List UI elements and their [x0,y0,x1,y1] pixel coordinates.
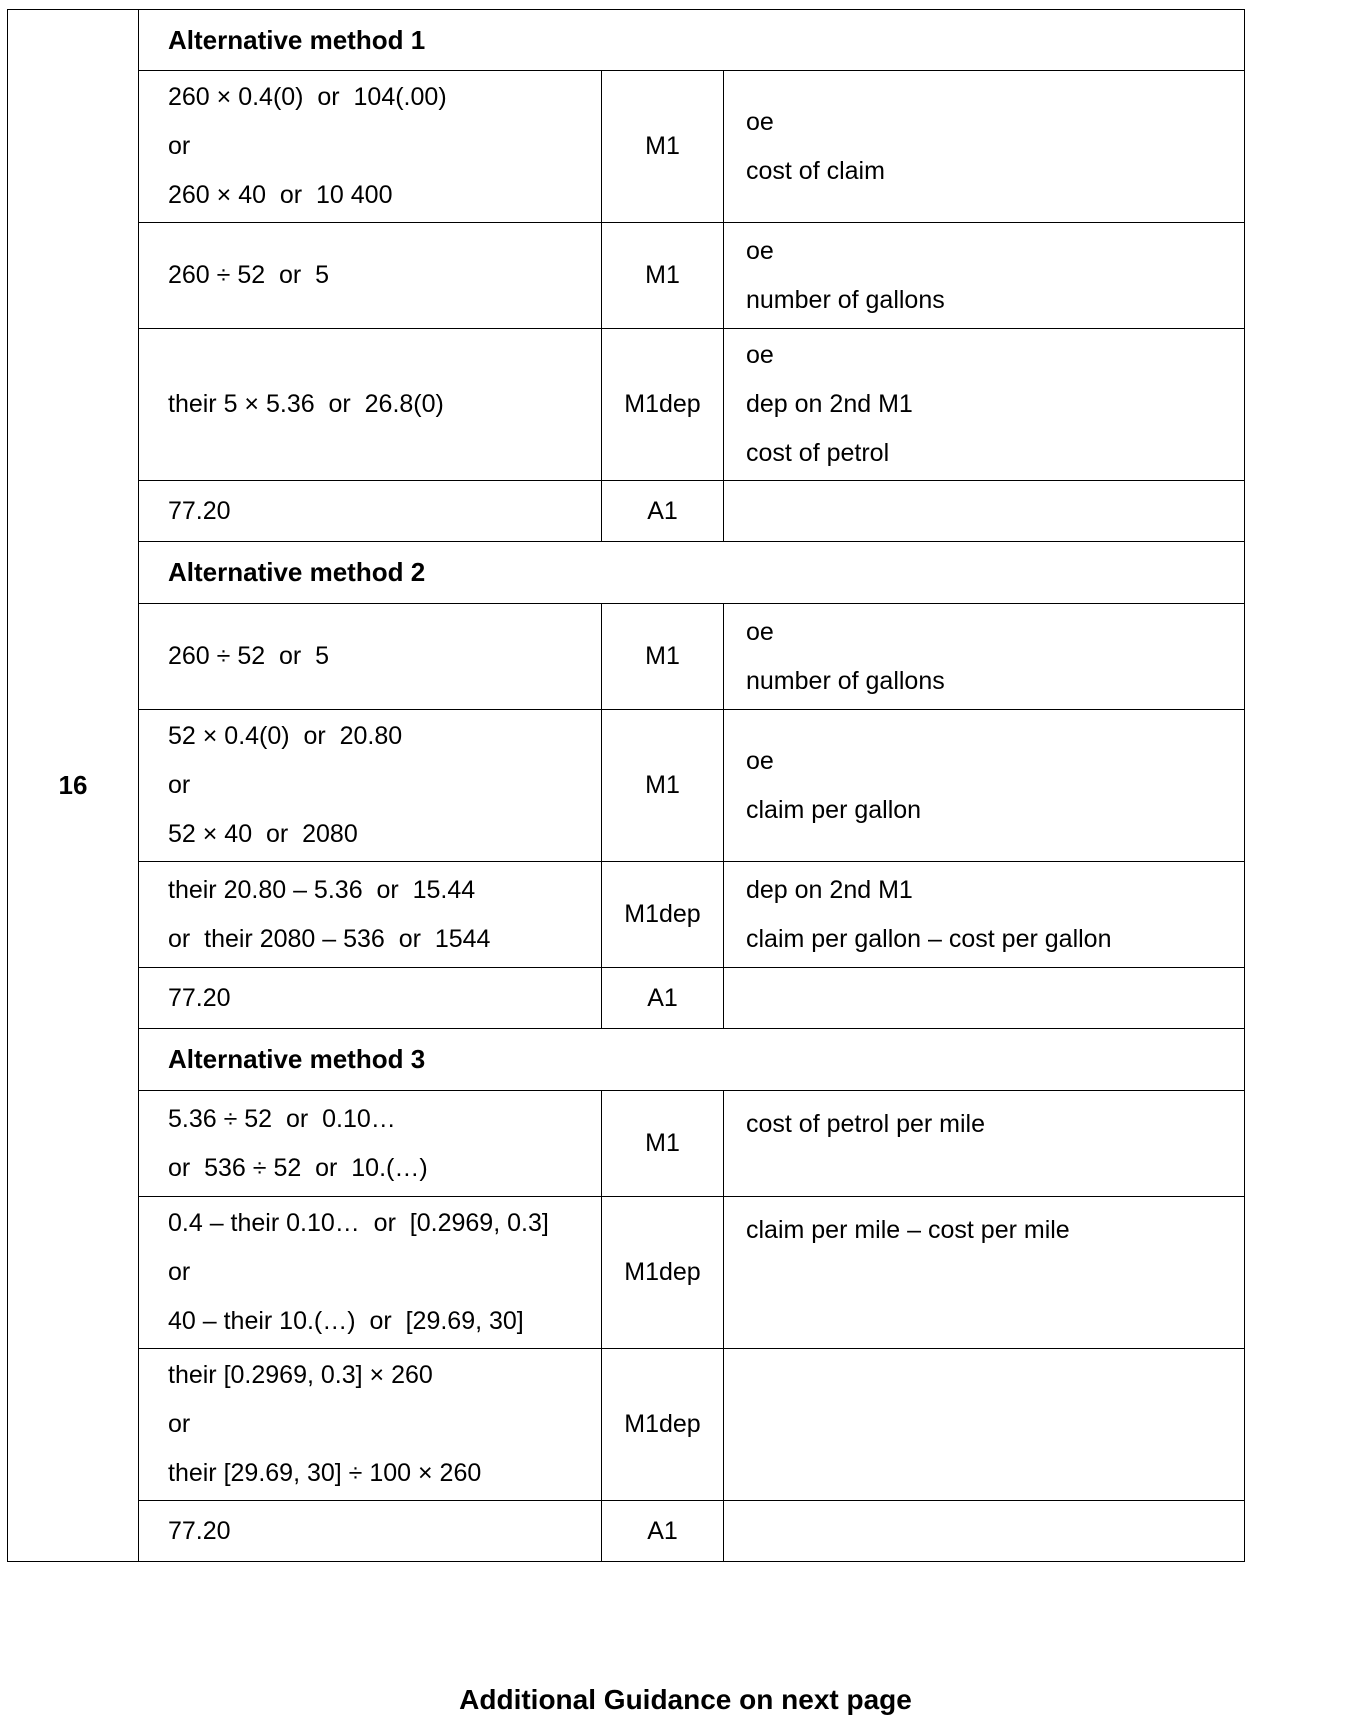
working-line: their 20.80 – 5.36 or 15.44 [168,875,476,904]
comments-cell [724,1349,1245,1501]
working-line: 77.20 [168,496,231,525]
working-line: or their 2080 – 536 or 1544 [168,924,491,953]
working-line: their 5 × 5.36 or 26.8(0) [168,390,444,418]
footer-note: Additional Guidance on next page [459,1684,912,1715]
comment-line: dep on 2nd M1 [746,390,913,418]
mark-cell: M1 [602,71,724,223]
comment-line: number of gallons [746,666,945,695]
comment-line: claim per gallon – cost per gallon [746,924,1112,953]
mark-cell: A1 [602,968,724,1029]
working-line: or [168,771,191,799]
comment-line: oe [746,617,774,646]
mark-cell: M1dep [602,1197,724,1349]
working-line: 260 × 0.4(0) or 104(.00) [168,83,447,111]
method-header: Alternative method 3 [139,1029,1245,1091]
working-cell [139,710,602,862]
working-line: 77.20 [168,983,231,1012]
working-cell [139,1349,602,1501]
working-cell [139,1091,602,1197]
working-cell [139,329,602,481]
working-cell [139,223,602,329]
working-line: 5.36 ÷ 52 or 0.10… [168,1104,396,1133]
comments-cell [724,1197,1245,1349]
mark-cell: M1 [602,604,724,710]
working-cell [139,968,602,1029]
comment-line: claim per mile – cost per mile [746,1216,1070,1244]
mark-cell: M1dep [602,1349,724,1501]
working-line: 0.4 – their 0.10… or [0.2969, 0.3] [168,1209,549,1237]
comment-line: cost of petrol per mile [746,1110,985,1138]
mark-scheme-table [7,9,1354,1692]
working-line: or [168,1410,191,1438]
comment-line: dep on 2nd M1 [746,875,913,904]
working-cell [139,71,602,223]
working-line: or 536 ÷ 52 or 10.(…) [168,1153,428,1182]
comments-cell [724,604,1245,710]
comment-line: cost of petrol [746,439,890,467]
comments-cell [724,223,1245,329]
working-line: 260 ÷ 52 or 5 [168,642,330,670]
comments-cell [724,329,1245,481]
working-line: 260 × 40 or 10 400 [168,181,393,209]
working-line: or [168,1258,191,1286]
working-line: their [0.2969, 0.3] × 260 [168,1361,433,1389]
comments-cell [724,862,1245,968]
working-line: 52 × 40 or 2080 [168,820,358,848]
working-cell [139,1501,602,1562]
comment-line: number of gallons [746,285,945,314]
working-line: 260 ÷ 52 or 5 [168,261,330,289]
working-cell [139,1197,602,1349]
mark-cell: M1dep [602,862,724,968]
working-line: their [29.69, 30] ÷ 100 × 260 [168,1459,482,1487]
comment-line: oe [746,236,774,265]
comment-line: oe [746,341,774,369]
comment-line: cost of claim [746,156,885,185]
question-number: 16 [7,9,139,1562]
working-line: or [168,132,191,160]
mark-cell: M1 [602,223,724,329]
comments-cell [724,1501,1245,1562]
working-cell [139,481,602,542]
comments-cell [724,71,1245,223]
working-cell [139,862,602,968]
mark-cell: A1 [602,1501,724,1562]
comment-line: claim per gallon [746,795,922,824]
mark-cell: M1 [602,1091,724,1197]
comment-line: oe [746,746,774,775]
mark-cell: M1 [602,710,724,862]
mark-cell: M1dep [602,329,724,481]
method-header: Alternative method 1 [139,9,1245,71]
working-line: 77.20 [168,1516,231,1545]
comment-line: oe [746,107,774,136]
method-header: Alternative method 2 [139,542,1245,604]
comments-cell [724,710,1245,862]
comments-cell [724,1091,1245,1197]
comments-cell [724,481,1245,542]
comments-cell [724,968,1245,1029]
working-cell [139,604,602,710]
mark-cell: A1 [602,481,724,542]
working-line: 40 – their 10.(…) or [29.69, 30] [168,1307,524,1335]
working-line: 52 × 0.4(0) or 20.80 [168,722,403,750]
